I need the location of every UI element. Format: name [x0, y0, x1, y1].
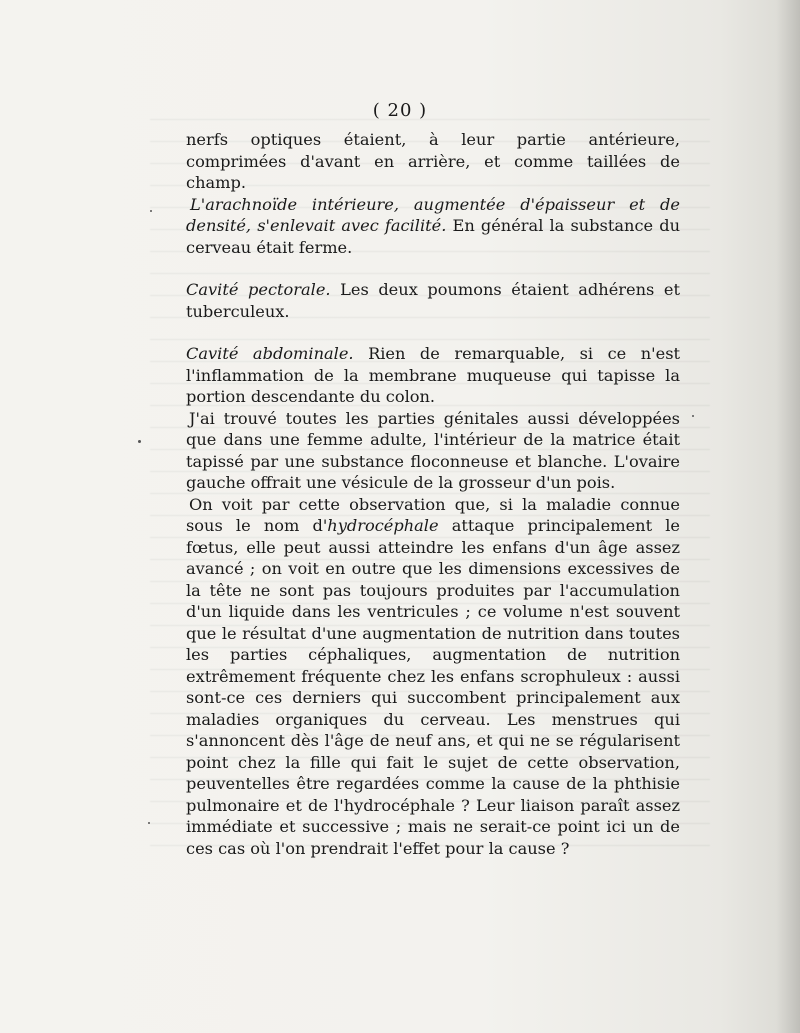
- ink-speck: [692, 415, 694, 417]
- conclusion-text-start: On voit par cette observation que, si la maladie connue sous le nom d': [186, 494, 680, 535]
- paragraph-genital-findings: J'ai trouvé toutes les parties génitales aussi développées que dans une femme adulte, l'intérieur de la matrice était tapissé par une substance floconneuse et blanche. L'ovaire gauche offrait une vésicule de la grosseur d'un pois.: [186, 408, 680, 492]
- paragraph-conclusion: [186, 494, 680, 860]
- page-edge-shadow: [776, 0, 800, 1033]
- arachnoid-italic: L'arachnoïde intérieure, augmentée d'épaisseur et de densité, s'enlevait avec facilité.: [186, 194, 680, 235]
- abdominal-text: Rien de remarquable, si ce n'est l'inflammation de la membrane muqueuse qui tapisse la portion descendante du colon.: [186, 344, 681, 406]
- abdominal-heading: Cavité abdominale.: [186, 344, 354, 363]
- paragraph-chest-cavity: [186, 279, 680, 322]
- ink-speck: [148, 822, 150, 824]
- hydrocephale-italic: hydrocéphale: [327, 516, 439, 535]
- ink-speck: [150, 210, 152, 212]
- paragraph-arachnoid: [186, 194, 680, 259]
- chest-text: Les deux poumons étaient adhérens et tuberculeux.: [186, 280, 680, 321]
- body-text: [186, 129, 680, 859]
- page-number: ( 20 ): [372, 100, 428, 121]
- paragraph-optic-nerves: nerfs optiques étaient, à leur partie antérieure, comprimées d'avant en arrière, et comme taillées de champ.: [186, 130, 680, 192]
- conclusion-text-end: attaque principalement le fœtus, elle peut aussi atteindre les enfans d'un âge assez avancé ; on voit en outre que les dimensions excessives de la tête ne sont pas toujours produites par l'accumulation d'un liquide dans les ventricules ; ce volume n'est souvent que le résultat d'une augmentation de nutrition dans toutes les parties céphaliques, augmentation de nutrition extrêmement fréquente chez les enfans scrophuleux : aussi sont-ce ces derniers qui succombent principalement aux maladies organiques du cerveau. Les menstrues qui s'annoncent dès l'âge de neuf ans, et qui ne se régularisent point chez la fille qui fait le sujet de cette observation, peuventelles être regardées comme la cause de la phthisie pulmonaire et de l'hydrocéphale ? Leur liaison paraît assez immédiate et successive ; mais ne serait-ce point ici un de ces cas où l'on prendrait l'effet pour la cause ?: [186, 516, 680, 858]
- paragraph-abdominal-cavity: [186, 343, 680, 408]
- ink-speck: [138, 440, 141, 443]
- arachnoid-text: En général la substance du cerveau était ferme.: [186, 216, 680, 257]
- chest-heading: Cavité pectorale.: [186, 280, 331, 299]
